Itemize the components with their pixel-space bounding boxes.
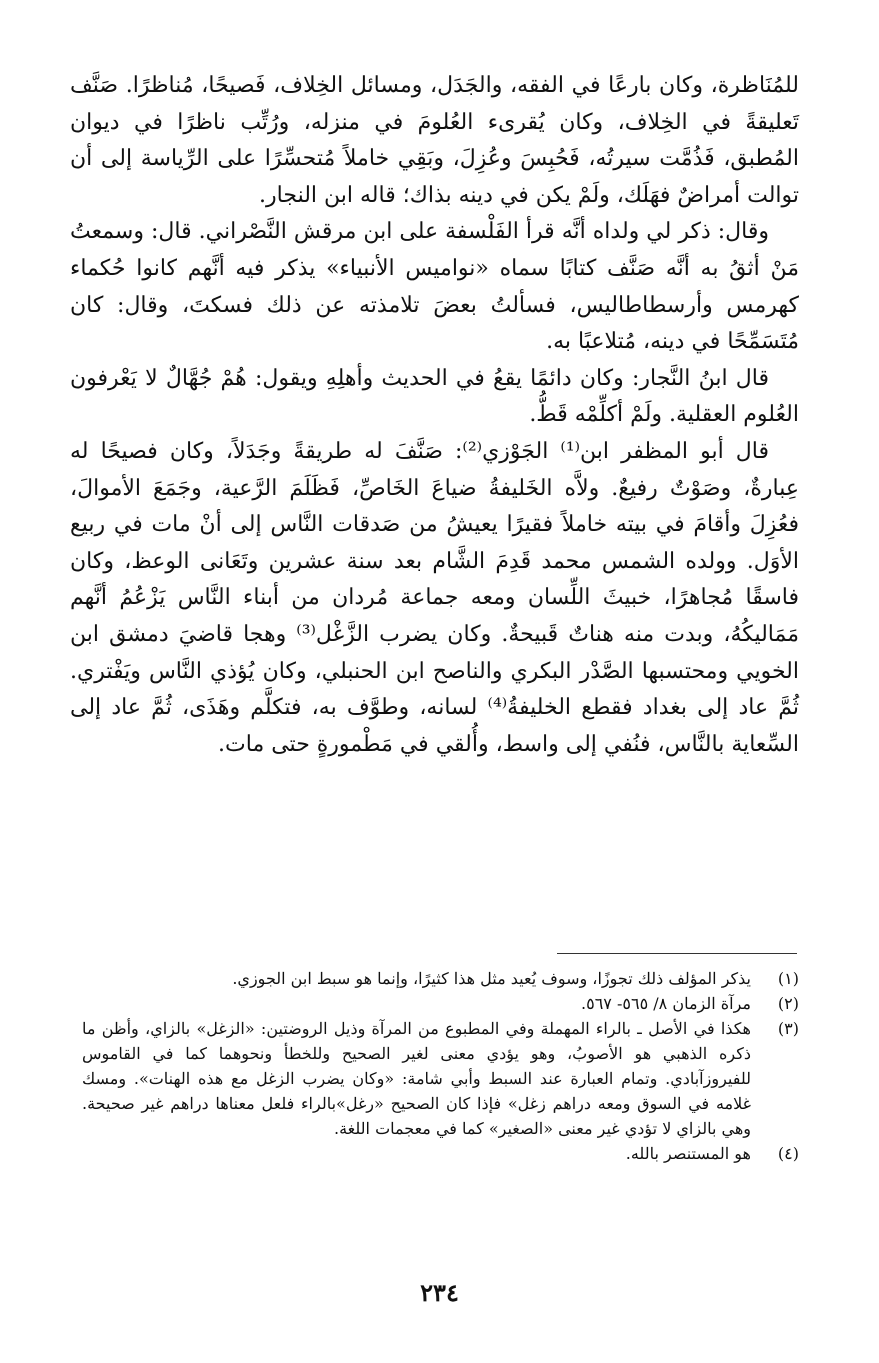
page-number: ٢٣٤ — [420, 1278, 459, 1307]
footnote-divider — [557, 953, 797, 954]
paragraph-3: قال ابنُ النَّجار: وكان دائمًا يقعُ في الحديث وأهلِهِ ويقول: هُمْ جُهَّالٌ لا يَعْرفون العُلوم العقلية. ولَمْ أكلِّمْه قَطُّ. — [70, 365, 799, 428]
footnote-text: هكذا في الأصل ـ بالراء المهملة وفي المطبوع من المرآة وذيل الروضتين: «الزغل» بالزاي، وأظن ما ذكره الذهبي هو الأصوبُ، وهو يؤدي معنى لغير الصحيح وللخطأ ونحوهما كما في القاموس للفيروزآبادي. وتمام العبارة عند السبط وأبي شامة: «وكان يضرب الزغل مع هذه الهنات». ومسك غلامه في السوق ومعه دراهم زغل» فإذا كان الصحيح «رغل»بالراء فلعل معناها دراهم غير صحيحة. وهي بالزاي لا تؤدي غير معنى «الصغير» كما في معجمات اللغة. — [82, 1019, 751, 1138]
footnote-2 — [82, 991, 799, 1016]
footnote-number: (٢) — [777, 994, 799, 1013]
footnote-text: هو المستنصر بالله. — [625, 1144, 751, 1163]
footnote-4 — [82, 1141, 799, 1166]
footnote-3 — [82, 1016, 799, 1141]
footnote-number: (٤) — [777, 1144, 799, 1163]
footnote-number: (١) — [777, 969, 799, 988]
paragraph-1: للمُنَاظرة، وكان بارعًا في الفقه، والجَدَل، ومسائل الخِلاف، فَصيحًا، مُناظرًا. صَنَّف تَعليقةً في الخِلاف، وكان يُقرىء العُلومَ في منزله، ورُتِّب ناظرًا في ديوان المُطبق، فَذُمَّت سيرتُه، فَحُبِسَ وعُزِلَ، وبَقِي خاملاً مُتحسِّرًا على الرِّياسة إلى أن توالت أمراضٌ فهَلَك، ولَمْ يكن في دينه بذاك؛ قاله ابن النجار. — [70, 73, 799, 208]
footnote-1 — [82, 966, 799, 991]
footnote-number: (٣) — [777, 1019, 799, 1038]
footnote-text: يذكر المؤلف ذلك تجوزًا، وسوف يُعيد مثل هذا كثيرًا، وإنما هو سبط ابن الجوزي. — [232, 969, 751, 988]
main-text — [70, 68, 799, 763]
footnotes — [82, 966, 799, 1166]
paragraph-2: وقال: ذكر لي ولداه أنَّه قرأ الفَلْسفة على ابن مرقش النَّصْراني. قال: وسمعتُ مَنْ أثقُ به أنَّه صَنَّف كتابًا سماه «نواميس الأنبياء» يذكر فيه أنَّهم كانوا حُكماء كهرمس وأرسطاطاليس، فسألتُ بعضَ تلامذته عن ذلك فسكتَ، وقال: كان مُتَسَمِّحًا في دينه، مُتلاعبًا به. — [70, 219, 799, 355]
footnote-text: مرآة الزمان ٨/ ٥٦٥- ٥٦٧. — [581, 994, 751, 1013]
paragraph-4: قال أبو المظفر ابن⁽¹⁾ الجَوْزي⁽²⁾: صَنَّفَ له طريقةً وجَدَلاً، وكان فصيحًا له عِبارةٌ، وصَوْتٌ رفيعٌ. ولاَّه الخَليفةُ ضياعَ الخَاصِّ، فَظَلَمَ الرَّعية، وجَمَعَ الأموالَ، فعُزِلَ وأقامَ في بيته خاملاً فقيرًا يعيشُ من صَدقات النَّاس إلى أنْ مات في ربيع الأوَل. وولده الشمس محمد قَدِمَ الشَّام بعد سنة عشرين وتَعَانى الوعظ، وكان فاسقًا مُجاهرًا، خبيثَ اللِّسان ومعه جماعة مُردان من أبناء النَّاس يَزْعُمُ أنَّهم مَمَاليكُهُ، وبدت منه هناتٌ قَبيحةٌ. وكان يضرب الزَّغْل⁽³⁾ وهجا قاضيَ دمشق ابن الخويي ومحتسبها الصَّدْر البكري والناصح ابن الحنبلي، وكان يُؤذي النَّاس ويَفْتري. ثُمَّ عاد إلى بغداد فقطع الخليفةُ⁽⁴⁾ لسانه، وطوَّف به، فتكلَّم وهَذَى، ثُمَّ عاد إلى السِّعاية بالنَّاس، فنُفي إلى واسط، وأُلقي في مَطْمورةٍ حتى مات. — [70, 438, 799, 757]
